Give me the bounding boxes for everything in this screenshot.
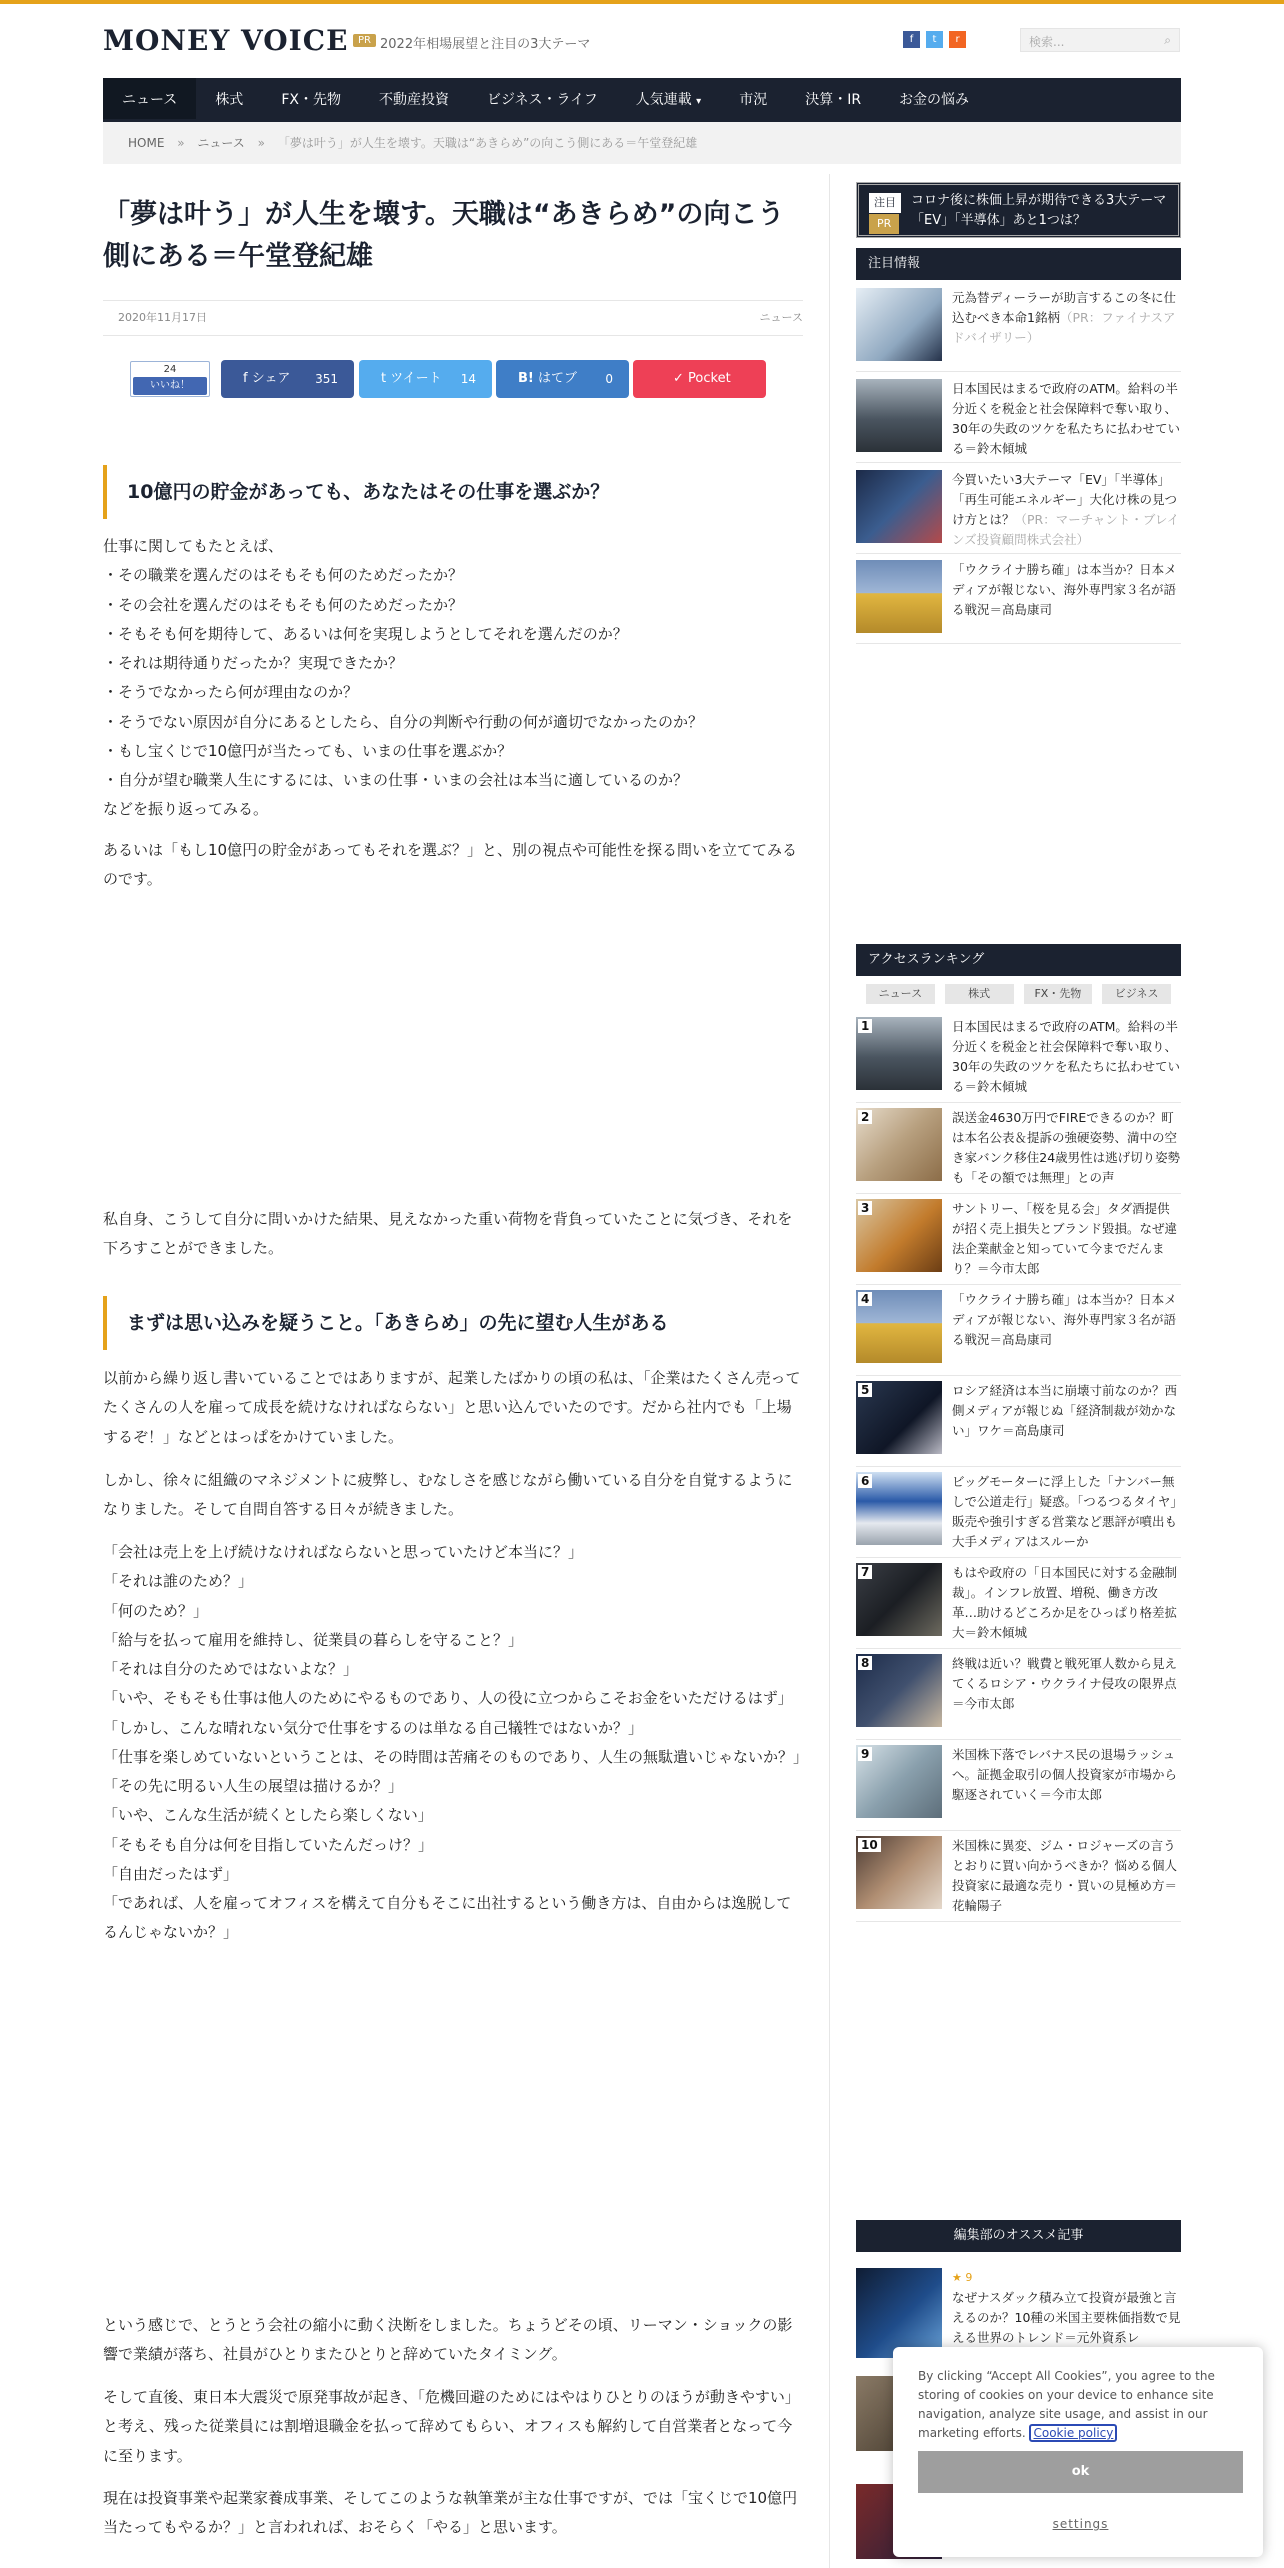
attention-item[interactable] (856, 379, 1181, 463)
paragraph-line: 「何のため？」 (103, 1601, 209, 1620)
hatena-count: 0 (605, 372, 613, 386)
site-logo[interactable]: MONEY VOICE (103, 24, 349, 57)
tab-news[interactable]: ニュース (866, 984, 935, 1004)
ranking-item[interactable] (856, 1290, 1181, 1376)
thumbnail (856, 560, 942, 633)
hatena-icon: B! (518, 371, 534, 386)
like-label: いいね！ (133, 377, 207, 395)
article-paragraph (103, 1538, 809, 1948)
tweet-label: ツイート (390, 371, 442, 386)
hot-line-2: 「EV」「半導体」あと1つは？ (911, 213, 1086, 228)
facebook-icon: f (243, 371, 248, 386)
paragraph-line: ・それは期待通りだったか？実現できたか？ (103, 654, 404, 672)
rank-number: 10 (858, 1838, 881, 1852)
article-paragraph: あるいは「もし10億円の貯金があってもそれを選ぶ？」と、別の視点や可能性を探る問いを立ててみるのです。 (103, 841, 797, 889)
item-title: 元為替ディーラーが助言するこの冬に仕込むべき本命1銘柄 (952, 290, 1177, 325)
ranking-item[interactable] (856, 1108, 1181, 1194)
nav-item-business[interactable]: ビジネス・ライフ (486, 92, 598, 108)
nav-item-market[interactable]: 市況 (739, 92, 768, 108)
search-icon[interactable]: ⌕ (1164, 33, 1171, 47)
nav-item-stocks[interactable]: 株式 (215, 92, 244, 108)
paragraph-line: ・その会社を選んだのはそもそも何のためだったか？ (103, 595, 464, 614)
facebook-like-button[interactable] (130, 361, 210, 397)
paragraph-line: 「いや、こんな生活が続くとしたら楽しくない」 (103, 1806, 433, 1825)
attention-item[interactable] (856, 470, 1181, 554)
pr-badge: PR (353, 34, 376, 47)
ranking-tabs (866, 984, 1171, 1004)
cookie-banner (893, 2347, 1263, 2557)
breadcrumb-sep: » (257, 136, 265, 150)
breadcrumb-current: 「夢は叶う」が人生を壊す。天職は“あきらめ”の向こう側にある＝午堂登紀雄 (277, 136, 698, 150)
item-title: 米国株に異変、ジム・ロジャーズの言うとおりに買い向かうべきか？悩める個人投資家に最適な売り・買いの見極め方＝花輪陽子 (952, 1838, 1178, 1913)
item-title: サントリー、「桜を見る会」タダ酒提供が招く売上損失とブランド毀損。なぜ違法企業献金と知っていて今までだんまり？＝今市太郎 (952, 1201, 1178, 1276)
attention-header: 注目情報 (856, 248, 1181, 280)
page-title: 「夢は叶う」が人生を壊す。天職は“あきらめ”の向こう側にある＝午堂登紀雄 (103, 199, 785, 272)
article-meta (103, 300, 803, 336)
hatena-label: はてブ (537, 371, 577, 386)
editor-picks-header: 編集部のオススメ記事 (856, 2220, 1181, 2252)
tab-stocks[interactable]: 株式 (945, 984, 1014, 1004)
rss-icon[interactable]: r (949, 31, 966, 48)
item-title: ロシア経済は本当に崩壊寸前なのか？西側メディアが報じぬ「経済制裁が効かない」ワケ＝高島康司 (952, 1383, 1178, 1438)
paragraph-line: 「その先に明るい人生の展望は描けるか？」 (103, 1777, 404, 1795)
thumbnail (856, 470, 942, 543)
paragraph-line: などを振り返ってみる。 (103, 800, 269, 819)
rank-number: 9 (858, 1747, 872, 1761)
paragraph-line: 「それは誰のため？」 (103, 1572, 254, 1591)
attention-item[interactable] (856, 560, 1181, 644)
ranking-item[interactable] (856, 1017, 1181, 1103)
nav-item-news[interactable]: ニュース (103, 78, 196, 122)
ranking-item[interactable] (856, 1199, 1181, 1285)
paragraph-line: 「そもそも自分は何を目指していたんだっけ？」 (103, 1835, 434, 1854)
breadcrumb-home[interactable]: HOME (128, 136, 165, 150)
ranking-item[interactable] (856, 1472, 1181, 1558)
rank-number: 5 (858, 1383, 872, 1397)
section-heading: まずは思い込みを疑うこと。「あきらめ」の先に望む人生がある (103, 1296, 803, 1350)
header-promo-link[interactable]: 2022年相場展望と注目の3大テーマ (380, 37, 591, 52)
item-title: 「ウクライナ勝ち確」は本当か？日本メディアが報じない、海外専門家３名が語る戦況＝高島康司 (952, 1292, 1177, 1347)
facebook-share-button[interactable] (221, 360, 354, 398)
paragraph-line: ・自分が望む職業人生にするには、いまの仕事・いまの会社は本当に適しているのか？ (103, 771, 689, 789)
pr-label: PR (869, 214, 899, 234)
nav-item-fx[interactable]: FX・先物 (281, 92, 341, 108)
nav-item-label: 人気連載 (635, 92, 692, 108)
paragraph-line: 「仕事を楽しめていないということは、その時間は苦痛そのものであり、人生の無駄遣いじゃないか？」 (103, 1747, 809, 1766)
pocket-label: Pocket (688, 371, 731, 386)
nav-item-realestate[interactable]: 不動産投資 (378, 92, 449, 108)
article-paragraph: 私自身、こうして自分に問いかけた結果、見えなかった重い荷物を背負っていたことに気づき、それを下ろすことができました。 (103, 1210, 793, 1258)
search-input[interactable] (1020, 28, 1180, 52)
breadcrumb (103, 122, 1181, 164)
rank-number: 8 (858, 1656, 872, 1670)
hot-label: 注目 (869, 193, 901, 213)
article-category[interactable]: ニュース (759, 311, 803, 324)
paragraph-line: ・そうでない原因が自分にあるとしたら、自分の判断や行動の何が適切でなかったのか？ (103, 712, 704, 731)
share-count: 351 (315, 372, 338, 386)
paragraph-line: 「自由だったはず」 (103, 1864, 239, 1883)
ranking-header: アクセスランキング (856, 944, 1181, 976)
rank-number: 2 (858, 1110, 872, 1124)
item-pr: （PR：ファイナスアドバイザリー） (952, 310, 1176, 345)
twitter-icon: t (381, 371, 387, 386)
article-paragraph: 現在は投資事業や起業家養成事業、そしてこのような執筆業が主な仕事ですが、では「宝くじで10億円当たってもやるか？」と言われれば、おそらく「やる」と思います。 (103, 2489, 798, 2537)
share-label: シェア (251, 371, 291, 386)
sidebar-divider (829, 174, 830, 2568)
nav-item-money[interactable]: お金の悩み (899, 92, 970, 108)
paragraph-line: ・もし宝くじで10億円が当たっても、いまの仕事を選ぶか？ (103, 741, 513, 760)
facebook-icon[interactable]: f (903, 31, 920, 48)
ranking-item[interactable] (856, 1836, 1181, 1922)
twitter-icon[interactable]: t (926, 31, 943, 48)
rank-number: 4 (858, 1292, 872, 1306)
thumbnail (856, 2268, 942, 2358)
hot-line-1: コロナ後に株価上昇が期待できる3大テーマ (911, 193, 1167, 208)
item-title: 日本国民はまるで政府のATM。給料の半分近くを税金と社会保障料で奪い取り、30年の失政のツケを私たちに払わせている＝鈴木傾城 (952, 381, 1181, 456)
thumbnail (856, 288, 942, 361)
item-title: 日本国民はまるで政府のATM。給料の半分近くを税金と社会保障料で奪い取り、30年の失政のツケを私たちに払わせている＝鈴木傾城 (952, 1019, 1181, 1094)
tab-fx[interactable]: FX・先物 (1024, 984, 1093, 1004)
breadcrumb-sep: » (177, 136, 185, 150)
cookie-text: By clicking “Accept All Cookies”, you agree to the storing of cookies on your device to enhance site navigation, analyze site usage, and assist in our marketing efforts. (918, 2369, 1215, 2440)
item-title: ビッグモーターに浮上した「ナンバー無しで公道走行」疑惑。「つるつるタイヤ」販売や強引すぎる営業など悪評が噴出も大手メディアはスルーか (952, 1474, 1178, 1549)
tab-business[interactable]: ビジネス (1102, 984, 1171, 1004)
like-count: 24 (163, 364, 177, 375)
ranking-item[interactable] (856, 1381, 1181, 1467)
hot-topic-banner[interactable] (856, 182, 1181, 238)
item-title: 米国株下落でレバナス民の退場ラッシュへ。証拠金取引の個人投資家が市場から駆逐されていく＝今市太郎 (952, 1747, 1178, 1802)
paragraph-line: ・そもそも何を期待して、あるいは何を実現しようとしてそれを選んだのか？ (103, 624, 628, 643)
nav-item-ir[interactable]: 決算・IR (805, 92, 862, 108)
search-placeholder: 検索... (1029, 35, 1065, 49)
article-paragraph (103, 532, 803, 825)
cookie-policy-link[interactable]: Cookie policy (1029, 2424, 1117, 2442)
nav-item-popular-series[interactable] (617, 78, 720, 122)
paragraph-line: 「であれば、人を雇ってオフィスを構えて自分もそこに出社するという働き方は、自由からは逸脱してるんじゃないか？」 (103, 1894, 792, 1942)
rank-number: 6 (858, 1474, 872, 1488)
paragraph-line: 「いや、そもそも仕事は他人のためにやるものであり、人の役に立つからこそお金をいただけるはず」 (103, 1689, 793, 1708)
ranking-item[interactable] (856, 1745, 1181, 1831)
paragraph-line: 「会社は売上を上げ続けなければならないと思っていたけど本当に？」 (103, 1543, 584, 1561)
paragraph-line: 「給与を払って雇用を維持し、従業員の暮らしを守ること？」 (103, 1630, 524, 1649)
ranking-item[interactable] (856, 1563, 1181, 1649)
ranking-item[interactable] (856, 1654, 1181, 1740)
article-date: 2020年11月17日 (118, 311, 207, 324)
article-paragraph: という感じで、とうとう会社の縮小に動く決断をしました。ちょうどその頃、リーマン・ショックの影響で業績が落ち、社員がひとりまたひとりと辞めていたタイミング。 (103, 2316, 793, 2364)
item-title: なぜナスダック積み立て投資が最強と言えるのか？10種の米国主要株価指数で見える世界のトレンド＝元外資系レ (952, 2290, 1181, 2345)
item-title: もはや政府の「日本国民に対する金融制裁」。インフレ放置、増税、働き方改革…助けるどころか足をひっぱり格差拡大＝鈴木傾城 (952, 1565, 1178, 1640)
tweet-count: 14 (460, 372, 476, 386)
paragraph-line: ・その職業を選んだのはそもそも何のためだったか？ (103, 566, 464, 585)
rank-number: 3 (858, 1201, 872, 1215)
item-pr: （PR：マーチャント・ブレインズ投資顧問株式会社） (952, 512, 1180, 547)
paragraph-line: 仕事に関してもたとえば、 (103, 537, 284, 555)
item-title: 今買いたい3大テーマ「EV」「半導体」「再生可能エネルギー」大化け株の見つけ方とは？ (952, 472, 1178, 527)
item-title: 「ウクライナ勝ち確」は本当か？日本メディアが報じない、海外専門家３名が語る戦況＝高島康司 (952, 562, 1177, 617)
attention-item[interactable] (856, 288, 1181, 372)
pocket-icon: ✓ (673, 371, 684, 386)
cookie-settings-link[interactable]: settings (1052, 2517, 1109, 2531)
paragraph-line: 「しかし、こんな晴れない気分で仕事をするのは単なる自己犠牲ではないか？」 (103, 1718, 644, 1737)
thumbnail (856, 379, 942, 452)
main-nav (103, 78, 1181, 122)
hatena-bookmark-button[interactable] (496, 360, 629, 398)
article-paragraph: そして直後、東日本大震災で原発事故が起き、「危機回避のためにはやはりひとりのほうが動きやすい」と考え、残った従業員には割増退職金を払って辞めてもらい、オフィスも解約して自営業者となって今に至ります。 (103, 2388, 800, 2465)
breadcrumb-category[interactable]: ニュース (197, 136, 245, 150)
cookie-ok-button[interactable]: ok (918, 2451, 1243, 2493)
chevron-down-icon: ▾ (696, 96, 702, 107)
star-rating: ★ 9 (952, 2271, 973, 2284)
paragraph-line: 「それは自分のためではないよな？」 (103, 1660, 359, 1678)
rank-number: 1 (858, 1019, 872, 1033)
item-title: 誤送金4630万円でFIREできるのか？町は本名公表＆提訴の強硬姿勢、満中の空き家バンク移住24歳男性は逃げ切り姿勢も「その額では無理」との声 (952, 1110, 1181, 1185)
section-heading: 10億円の貯金があっても、あなたはその仕事を選ぶか？ (103, 465, 803, 519)
paragraph-line: ・そうでなかったら何が理由なのか？ (103, 683, 359, 702)
rank-number: 7 (858, 1565, 872, 1579)
tweet-button[interactable] (359, 360, 492, 398)
article-paragraph: 以前から繰り返し書いていることではありますが、起業したばかりの頃の私は、「企業はたくさん売ってたくさんの人を雇って成長を続けなければならない」と思い込んでいたのです。だから社内でも「上場するぞ！」などとはっぱをかけていました。 (103, 1369, 801, 1446)
article-paragraph: しかし、徐々に組織のマネジメントに疲弊し、むなしさを感じながら働いている自分を自覚するようになりました。そして自問自答する日々が続きました。 (103, 1471, 793, 1519)
pocket-button[interactable] (633, 360, 766, 398)
item-title: 終戦は近い？戦費と戦死軍人数から見えてくるロシア・ウクライナ侵攻の限界点＝今市太郎 (952, 1656, 1178, 1711)
